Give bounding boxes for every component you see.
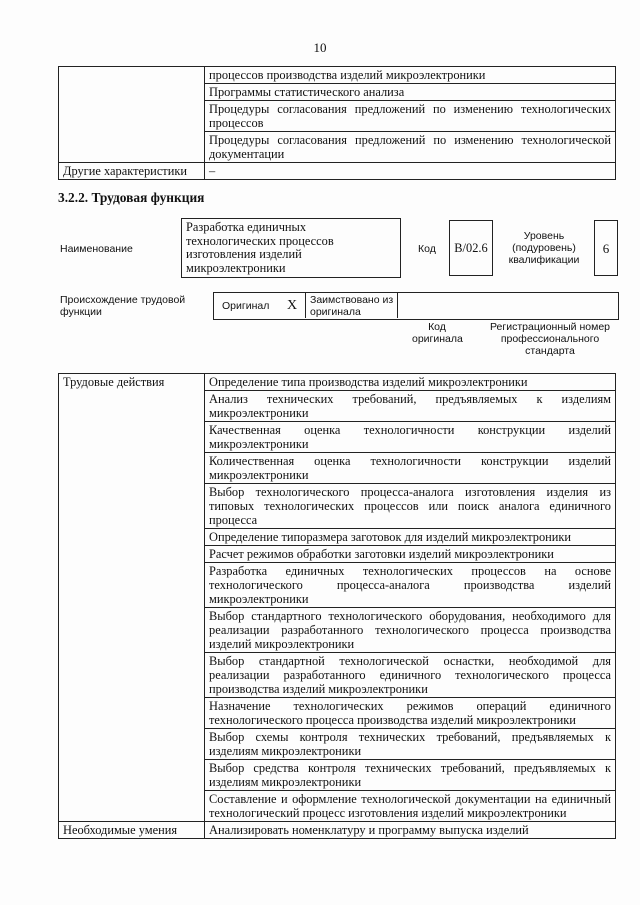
skills-label: Необходимые умения xyxy=(59,822,205,839)
labor-actions-table xyxy=(58,373,616,839)
original-label: Оригинал xyxy=(222,300,270,312)
function-name-box: Разработка единичных технологических процессов изготовления изделий микроэлектроники xyxy=(181,218,401,278)
labor-action-item: Выбор технологического процесса-аналога изготовления изделия из типовых технологических процессов или поиск аналога единичного процесса xyxy=(205,484,616,529)
original-mark: X xyxy=(287,298,298,313)
other-characteristics-label: Другие характеристики xyxy=(59,163,205,180)
code-value-box: B/02.6 xyxy=(449,220,493,276)
labor-action-item: Выбор стандартного технологического оборудования, необходимого для реализации разработанного технологического процесса производства изделий микроэлектроники xyxy=(205,608,616,653)
skill-item: Анализировать номенклатуру и программу выпуска изделий xyxy=(205,822,616,839)
labor-action-item: Анализ технических требований, предъявляемых к изделиям микроэлектроники xyxy=(205,391,616,422)
labor-action-item: Выбор стандартной технологической оснастки, необходимой для реализации разработанного единичного технологического процесса производства изделий микроэлектроники xyxy=(205,653,616,698)
code-original-label: Код оригинала xyxy=(412,321,463,345)
labor-action-item: Выбор схемы контроля технических требований, предъявляемых к изделиям микроэлектроники xyxy=(205,729,616,760)
page-number: 10 xyxy=(313,40,327,55)
labor-action-item: Назначение технологических режимов операций единичного технологического процесса производства изделий микроэлектроники xyxy=(205,698,616,729)
origin-box xyxy=(213,292,619,320)
other-characteristics-value: – xyxy=(205,163,616,180)
name-label: Наименование xyxy=(60,243,133,255)
origin-divider xyxy=(397,292,398,318)
labor-action-item: Разработка единичных технологических процессов на основе технологического процесса-аналога производства изделий микроэлектроники xyxy=(205,563,616,608)
table-cell-empty xyxy=(59,67,205,163)
section-heading: 3.2.2. Трудовая функция xyxy=(58,190,205,205)
labor-action-item: Качественная оценка технологичности конструкции изделий микроэлектроники xyxy=(205,422,616,453)
table-row xyxy=(59,67,616,84)
labor-action-item: Выбор средства контроля технических требований, предъявляемых к изделиям микроэлектроники xyxy=(205,760,616,791)
code-label: Код xyxy=(418,243,436,255)
borrowed-label: Заимствовано из оригинала xyxy=(310,294,394,318)
labor-action-item: Определение типоразмера заготовок для изделий микроэлектроники xyxy=(205,529,616,546)
level-label: Уровень (подуровень) квалификации xyxy=(508,230,580,266)
table-row xyxy=(59,374,616,391)
table-cell: Процедуры согласования предложений по изменению технологической документации xyxy=(205,132,616,163)
table-cell: процессов производства изделий микроэлектроники xyxy=(205,67,616,84)
labor-action-item: Определение типа производства изделий микроэлектроники xyxy=(205,374,616,391)
labor-actions-label: Трудовые действия xyxy=(59,374,205,822)
table-row xyxy=(59,163,616,180)
level-value-box: 6 xyxy=(594,220,618,276)
origin-label: Происхождение трудовой функции xyxy=(60,294,186,318)
table-cell: Процедуры согласования предложений по изменению технологических процессов xyxy=(205,101,616,132)
labor-action-item: Расчет режимов обработки заготовки изделий микроэлектроники xyxy=(205,546,616,563)
reg-number-label: Регистрационный номер профессионального стандарта xyxy=(490,321,610,357)
table-row xyxy=(59,822,616,839)
table-cell: Программы статистического анализа xyxy=(205,84,616,101)
origin-divider xyxy=(305,292,306,318)
previous-function-table xyxy=(58,66,616,180)
labor-action-item: Количественная оценка технологичности конструкции изделий микроэлектроники xyxy=(205,453,616,484)
labor-action-item: Составление и оформление технологической документации на единичный технологический процесс изготовления изделий микроэлектроники xyxy=(205,791,616,822)
